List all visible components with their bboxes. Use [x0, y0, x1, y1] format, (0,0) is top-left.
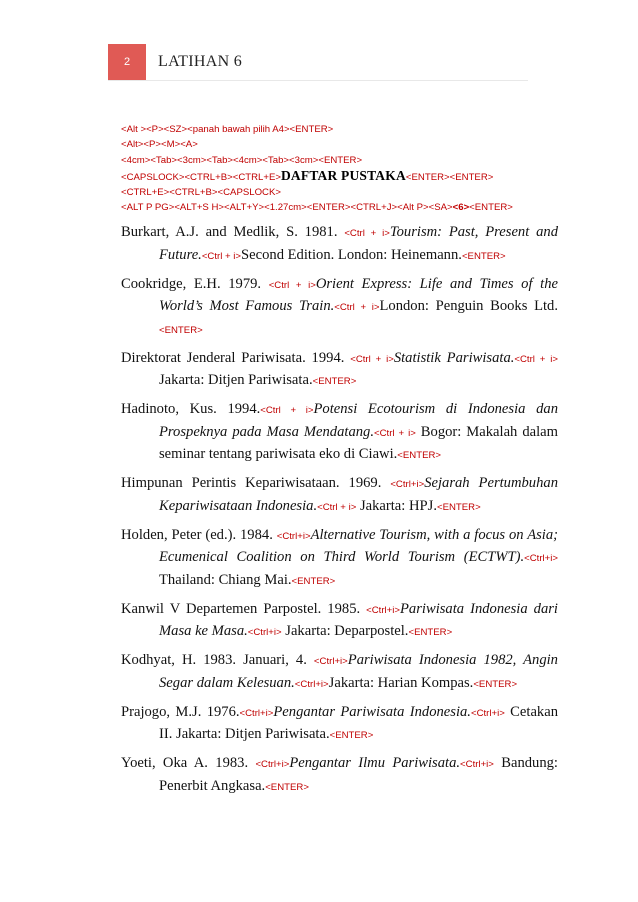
ref-italic-key-open: <Ctrl + i> — [268, 279, 316, 291]
ref-publisher: Jakarta: HPJ. — [356, 497, 437, 514]
ref-italic-key-close: <Ctrl + i> — [514, 353, 558, 365]
ref-title: Pengantar Ilmu Pariwisata. — [289, 755, 461, 771]
ref-publisher: Jakarta: Deparpostel. — [281, 623, 409, 639]
ref-italic-key-close: <Ctrl+i> — [460, 759, 494, 770]
ref-enter-key: <ENTER> — [265, 781, 309, 793]
ref-publisher: Thailand: Chiang Mai. — [159, 571, 292, 588]
reference-entry — [121, 399, 558, 467]
command-line-6-pre: <ALT P PG><ALT+S H><ALT+Y><1.27cm><ENTER><CTRL+J><Alt P><SA> — [121, 202, 453, 214]
ref-title: Potensi Ecotourism di Indonesia dan Prospeknya pada Masa Mendatang. — [159, 401, 558, 440]
ref-enter-key: <ENTER> — [473, 678, 518, 690]
ref-enter-key: <ENTER> — [397, 450, 442, 461]
command-line-4 — [121, 168, 541, 185]
ref-publisher: Cetakan II. Jakarta: Ditjen Pariwisata. — [159, 703, 558, 742]
reference-list — [121, 222, 558, 805]
ref-enter-key: <ENTER> — [461, 250, 506, 262]
reference-entry — [121, 222, 558, 267]
ref-italic-key-close: <Ctrl+i> — [470, 707, 505, 719]
ref-author-year: Prajogo, M.J. 1976. — [121, 703, 240, 720]
ref-title: Sejarah Pertumbuhan Kepariwisataan Indonesia. — [159, 475, 558, 514]
ref-publisher: Second Edition. London: Heinemann. — [241, 246, 462, 263]
ref-italic-key-close: <Ctrl+i> — [294, 678, 329, 690]
ref-title: Alternative Tourism, with a focus on Asia; Ecumenical Coalition on Third World Tourism (ECTWT). — [159, 526, 558, 565]
ref-title: Tourism: Past, Present and Future. — [159, 224, 558, 263]
header-divider — [108, 80, 528, 81]
reference-entry — [121, 348, 558, 393]
ref-author-year: Kodhyat, H. 1983. Januari, 4. — [121, 652, 314, 668]
ref-italic-key-close: <Ctrl + i> — [201, 250, 242, 262]
ref-publisher: Bandung: Penerbit Angkasa. — [159, 755, 558, 794]
ref-author-year: Burkart, A.J. and Medlik, S. 1981. — [121, 224, 345, 240]
command-line-4-pre: <CAPSLOCK><CTRL+B><CTRL+E> — [121, 171, 281, 183]
command-instructions — [121, 122, 541, 216]
ref-title: Pariwisata Indonesia dari Masa ke Masa. — [159, 600, 558, 639]
command-line-6-bold: <6> — [452, 202, 470, 214]
ref-enter-key: <ENTER> — [312, 376, 357, 387]
ref-enter-key: <ENTER> — [291, 575, 336, 587]
ref-italic-key-open: <Ctrl + i> — [260, 405, 314, 416]
command-line-6-post: <ENTER> — [469, 202, 513, 214]
ref-author-year: Direktorat Jenderal Pariwisata. 1994. — [121, 349, 351, 366]
ref-title: Orient Express: Life and Times of the World’s Most Famous Train. — [159, 275, 558, 314]
ref-title: Statistik Pariwisata. — [393, 349, 515, 366]
command-line-1: <Alt ><P><SZ><panah bawah pilih A4><ENTER> — [121, 124, 334, 135]
header-title: LATIHAN 6 — [158, 53, 243, 70]
ref-publisher: Jakarta: Harian Kompas. — [328, 674, 474, 691]
ref-publisher: Bogor: Makalah dalam seminar tentang pariwisata eko di Ciawi. — [159, 423, 558, 462]
command-line-4-post: <ENTER><ENTER> — [405, 171, 494, 183]
reference-entry — [121, 650, 558, 695]
ref-italic-key-open: <Ctrl+i> — [276, 530, 311, 542]
ref-enter-key: <ENTER> — [436, 501, 481, 513]
ref-title: Pengantar Pariwisata Indonesia. — [273, 703, 471, 720]
ref-italic-key-close: <Ctrl + i> — [317, 501, 357, 513]
ref-italic-key-close: <Ctrl+i> — [524, 553, 558, 564]
ref-italic-key-open: <Ctrl + i> — [350, 353, 394, 365]
ref-publisher: Jakarta: Ditjen Pariwisata. — [159, 372, 313, 388]
section-title: DAFTAR PUSTAKA — [280, 167, 406, 183]
ref-title: Pariwisata Indonesia 1982, Angin Segar dalam Kelesuan. — [159, 652, 558, 691]
reference-entry — [121, 274, 558, 342]
page-header — [108, 44, 242, 80]
ref-italic-key-close: <Ctrl + i> — [334, 302, 380, 313]
ref-author-year: Hadinoto, Kus. 1994. — [121, 401, 261, 417]
reference-entry — [121, 753, 558, 798]
ref-italic-key-open: <Ctrl+i> — [255, 759, 290, 770]
ref-enter-key: <ENTER> — [159, 324, 203, 336]
command-line-6 — [121, 200, 541, 215]
reference-entry — [121, 702, 558, 747]
reference-entry — [121, 473, 558, 518]
ref-italic-key-close: <Ctrl + i> — [374, 427, 416, 439]
ref-author-year: Kanwil V Departemen Parpostel. 1985. — [121, 600, 367, 617]
ref-author-year: Cookridge, E.H. 1979. — [121, 275, 269, 292]
ref-author-year: Yoeti, Oka A. 1983. — [121, 755, 256, 771]
ref-italic-key-open: <Ctrl+i> — [390, 479, 425, 490]
ref-enter-key: <ENTER> — [329, 730, 374, 741]
ref-italic-key-open: <Ctrl+i> — [313, 656, 348, 667]
ref-italic-key-open: <Ctrl+i> — [366, 604, 401, 616]
command-line-3: <4cm><Tab><3cm><Tab><4cm><Tab><3cm><ENTER> — [121, 154, 363, 166]
command-line-2: <Alt><P><M><A> — [121, 139, 198, 151]
page-number-badge: 2 — [108, 44, 146, 80]
ref-author-year: Himpunan Perintis Kepariwisataan. 1969. — [121, 475, 391, 491]
ref-enter-key: <ENTER> — [408, 627, 453, 638]
reference-entry — [121, 599, 558, 644]
ref-publisher: London: Penguin Books Ltd. — [379, 298, 558, 314]
ref-author-year: Holden, Peter (ed.). 1984. — [121, 526, 277, 543]
ref-italic-key-open: <Ctrl + i> — [344, 228, 390, 239]
ref-italic-key-open: <Ctrl+i> — [239, 707, 274, 719]
command-line-5: <CTRL+E><CTRL+B><CAPSLOCK> — [121, 187, 281, 199]
ref-italic-key-close: <Ctrl+i> — [247, 627, 282, 638]
reference-entry — [121, 525, 558, 593]
